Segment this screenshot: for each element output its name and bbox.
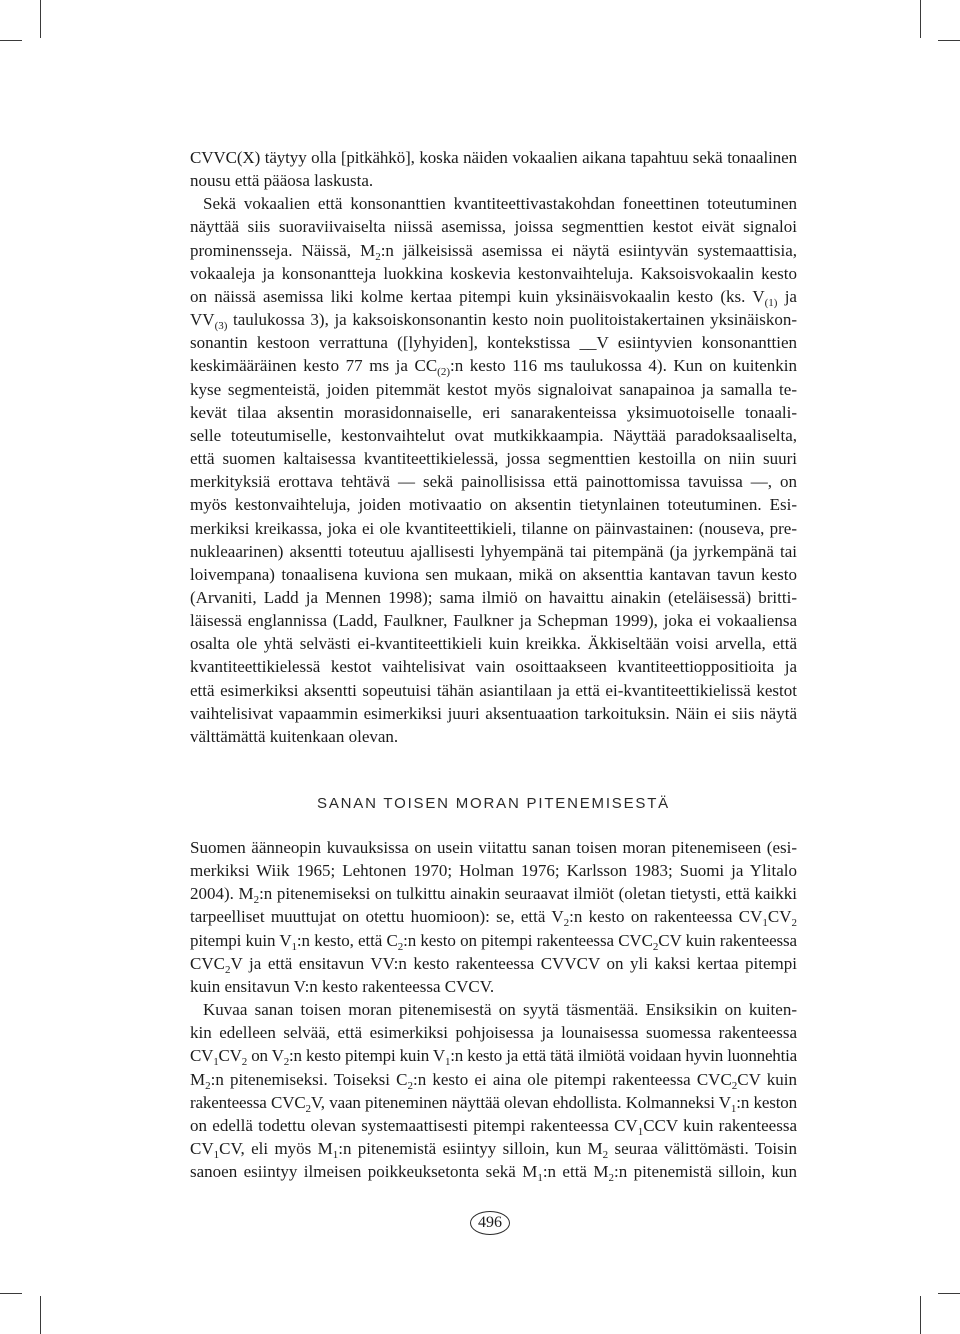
text-run: on V bbox=[247, 1046, 284, 1066]
text-run: CV bbox=[218, 1046, 242, 1066]
text-line bbox=[190, 1160, 797, 1183]
text-line: että suomen kaltaisessa kvantiteettikielessä, jossa segmenttien kestoilla on niin suuri bbox=[190, 449, 797, 469]
body-text-section-1 bbox=[190, 146, 797, 748]
text-line: että esimerkiksi aksentti sopeutuisi tähän asiantilaan ja että ei-kvantiteettikielissä kestot bbox=[190, 680, 797, 700]
text-run: taulukossa 3), ja kaksoiskonsonantin kesto noin puolitoistakertainen yksinäiskon- bbox=[227, 310, 797, 330]
text-run: prominensseja. Näissä, M bbox=[190, 240, 376, 260]
crop-mark-top-left-vertical bbox=[40, 0, 41, 38]
subscript: 2 bbox=[608, 1172, 614, 1185]
subscript: 1 bbox=[291, 940, 297, 953]
text-line: CVVC(X) täytyy olla [pitkähkö], koska näiden vokaalien aikana tapahtuu sekä tonaalinen bbox=[190, 148, 797, 167]
text-run: :n pitenemiseksi on tulkittu ainakin seuraavat ilmiöt (oletan tietysti, että kaikki bbox=[259, 884, 797, 904]
text-line: kuin ensitavun V:n kesto rakenteessa CVCV. bbox=[190, 976, 495, 996]
subscript: 2 bbox=[791, 917, 797, 930]
text-run: :n kesto ei aina ole pitempi rakenteessa CVC bbox=[413, 1069, 732, 1089]
text-run: :n että M bbox=[542, 1162, 609, 1182]
text-line bbox=[190, 905, 797, 928]
subscript: 2 bbox=[397, 940, 404, 953]
text-line bbox=[190, 1114, 797, 1137]
subscript: 2 bbox=[305, 1102, 311, 1115]
text-line: nousu että pääosa laskusta. bbox=[190, 171, 374, 191]
text-run: V ja että ensitavun VV:n kesto rakenteessa CVVCV on yli kaksi kertaa pitempi bbox=[230, 953, 797, 973]
text-line: kevät tilaa aksentin morasidonnaiselle, eri sanarakenteissa yksimuotoiselle tonaali- bbox=[190, 402, 797, 422]
text-line: osalta ole yhtä selvästi ei-kvantiteettikieli kuin kreikka. Äkkiseltään voisi arvella, että bbox=[190, 634, 797, 654]
subscript: 1 bbox=[444, 1056, 451, 1069]
text-run: on edellä todettu olevan systemaattisesti pitempi rakenteessa CV bbox=[190, 1115, 638, 1135]
subscript: 2 bbox=[602, 1149, 609, 1162]
text-run: V, vaan piteneminen näyttää olevan ehdollista. Kolmanneksi V bbox=[310, 1092, 731, 1112]
crop-mark-top-right-horizontal bbox=[938, 40, 960, 41]
text-run: 2004). M bbox=[190, 884, 254, 904]
subscript: 1 bbox=[213, 1149, 220, 1162]
subscript: 1 bbox=[637, 1125, 644, 1138]
text-run: keskimääräinen kesto 77 ms ja CC bbox=[190, 356, 438, 376]
text-run: :n kesto 116 ms taulukossa 4). Kun on kuitenkin bbox=[450, 356, 797, 376]
crop-mark-bottom-left-horizontal bbox=[0, 1293, 22, 1294]
text-line bbox=[190, 1068, 797, 1091]
text-run: :n jälkeisissä asemissa ei näytä esiintyvän systemaattisia, bbox=[380, 240, 797, 260]
subscript: (1) bbox=[764, 296, 778, 309]
text-line: Kuvaa sanan toisen moran pitenemisestä on syytä täsmentää. Ensiksikin on kuiten- bbox=[203, 1000, 797, 1020]
text-line: näyttää siis suoraviivaiselta niissä asemissa, joissa segmenttien kestot eivät signaloi bbox=[190, 217, 797, 237]
text-run: :n keston bbox=[736, 1092, 797, 1112]
crop-mark-top-right-vertical bbox=[920, 0, 921, 38]
text-run: :n kesto, että C bbox=[296, 930, 398, 950]
text-run: :n pitenemistä silloin, kun bbox=[613, 1162, 797, 1182]
text-run: ja bbox=[777, 286, 797, 306]
text-line bbox=[190, 929, 797, 952]
crop-mark-top-left-horizontal bbox=[0, 40, 22, 41]
text-run: VV bbox=[190, 310, 215, 330]
page-number: 496 bbox=[470, 1211, 510, 1235]
text-line bbox=[190, 239, 797, 262]
text-line bbox=[190, 285, 797, 308]
subscript: 2 bbox=[731, 1079, 738, 1092]
text-line bbox=[190, 1044, 797, 1067]
text-line: kyse segmenteistä, joiden pitemmät kestot myös signaloivat sanapainoa ja samalla te- bbox=[190, 379, 797, 399]
text-line: välttämättä kuitenkaan olevan. bbox=[190, 726, 399, 746]
text-line bbox=[190, 882, 797, 905]
subscript: 2 bbox=[563, 917, 570, 930]
text-line bbox=[190, 952, 797, 975]
subscript: 2 bbox=[652, 940, 659, 953]
text-line: merkityksiä erottava tehtävä — sekä painollisissa että painottomissa tavuissa —, on bbox=[190, 472, 797, 492]
crop-mark-bottom-right-horizontal bbox=[938, 1293, 960, 1294]
subscript: 1 bbox=[213, 1056, 219, 1069]
subscript: 1 bbox=[332, 1149, 339, 1162]
text-run: CV bbox=[190, 1139, 214, 1159]
text-run: sanoen esiintyy ilmeisen poikkeuksetonta sekä M bbox=[190, 1162, 538, 1182]
text-line: läisessä englannissa (Ladd, Faulkner, Faulkner ja Schepman 1999), joka ei vokaaliensa bbox=[190, 611, 797, 631]
text-run: :n pitenemistä esiintyy silloin, kun M bbox=[338, 1139, 603, 1159]
text-run: seuraa välittömästi. Toisin bbox=[608, 1139, 797, 1159]
text-run: CV kuin rakenteessa bbox=[658, 930, 798, 950]
text-run: :n kesto pitempi kuin V bbox=[289, 1046, 445, 1066]
subscript: 2 bbox=[241, 1056, 248, 1069]
text-line: (Arvaniti, Ladd ja Mennen 1998); sama ilmiö on havaittu ainakin (eteläisessä) britti- bbox=[190, 587, 797, 607]
subscript: 1 bbox=[537, 1172, 543, 1185]
text-line bbox=[190, 308, 797, 331]
text-line bbox=[190, 354, 797, 377]
text-line: vokaaleja ja konsonantteja luokkina koskevia kestonvaihteluja. Kaksoisvokaalin kesto bbox=[190, 263, 797, 283]
text-line bbox=[190, 1137, 797, 1160]
subscript: 2 bbox=[224, 963, 231, 976]
text-line: myös kestonvaihteluja, joiden motivaatio on aksentin tietynlainen toteutuminen. Esi- bbox=[190, 495, 797, 515]
body-text-section-2 bbox=[190, 836, 797, 1183]
text-line: vaihtelisivat vapaammin esimerkiksi juuri aksentuaation tarkoituksin. Näin ei siis näytä bbox=[190, 703, 797, 723]
text-run: CCV kuin rakenteessa bbox=[643, 1115, 798, 1135]
subscript: 2 bbox=[205, 1079, 211, 1092]
text-line: merkiksi Wiik 1965; Lehtonen 1970; Holman 1976; Karlsson 1983; Suomi ja Ylitalo bbox=[190, 861, 797, 881]
text-run: CV, eli myös M bbox=[219, 1139, 333, 1159]
text-run: CV kuin bbox=[737, 1069, 797, 1089]
text-run: rakenteessa CVC bbox=[190, 1092, 306, 1112]
section-heading: SANAN TOISEN MORAN PITENEMISESTÄ bbox=[317, 795, 670, 812]
text-line: selle toteutumiselle, kestonvaihtelut ovat mutkikkaampia. Näyttää paradoksaaliselta, bbox=[190, 425, 797, 445]
text-run: :n kesto on rakenteessa CV bbox=[569, 907, 763, 927]
text-line: nukleaarinen) aksentti toteutuu ajallisesti lyhyempänä tai pitempänä (ja jyrkempänä tai bbox=[190, 541, 797, 561]
text-line: kvantiteettikielessä kestot vaihtelisivat vain osoittaakseen kvantiteettioppositioita ja bbox=[190, 657, 797, 677]
crop-mark-bottom-right-vertical bbox=[920, 1296, 921, 1334]
subscript: (2) bbox=[437, 366, 450, 379]
text-run: on näissä asemissa liki kolme kertaa pitempi kuin yksinäisvokaalin kesto (ks. V bbox=[190, 286, 765, 306]
subscript: (3) bbox=[214, 320, 228, 333]
text-run: :n kesto on pitempi rakenteessa CVC bbox=[403, 930, 653, 950]
text-line: Sekä vokaalien että konsonanttien kvantiteettivastakohdan foneettinen toteutuminen bbox=[203, 194, 797, 214]
text-run: CVC bbox=[190, 953, 225, 973]
subscript: 1 bbox=[762, 917, 768, 930]
text-line: merkiksi kreikassa, joka ei ole kvantiteettikieli, tilanne on päinvastainen: (nouseva, pre- bbox=[190, 518, 797, 538]
text-run: M bbox=[190, 1069, 206, 1089]
text-run: :n kesto ja että tätä ilmiötä voidaan hyvin luonnehtia bbox=[450, 1046, 797, 1066]
text-run: CV bbox=[767, 907, 792, 927]
text-run: tarpeelliset muuttujat on otettu huomioon): se, että V bbox=[190, 907, 564, 927]
subscript: 2 bbox=[283, 1056, 289, 1069]
crop-mark-bottom-left-vertical bbox=[40, 1296, 41, 1334]
text-line: sonantin kestoon verrattuna ([lyhyiden], kontekstissa __V esiintyvien konsonanttien bbox=[190, 333, 797, 353]
subscript: 2 bbox=[375, 250, 381, 263]
text-run: pitempi kuin V bbox=[190, 930, 292, 950]
text-line: kin edelleen selvää, että esimerkiksi pohjoisessa ja lounaisessa suomessa rakenteessa bbox=[190, 1023, 797, 1043]
text-run: CV bbox=[190, 1046, 214, 1066]
text-line: loivempana) tonaalisena kuviona sen mukaan, mikä on aksenttia kantavan tavun kesto bbox=[190, 564, 797, 584]
subscript: 2 bbox=[253, 894, 260, 907]
subscript: 1 bbox=[730, 1102, 737, 1115]
text-run: :n pitenemiseksi. Toiseksi C bbox=[210, 1069, 408, 1089]
text-line: Suomen äänneopin kuvauksissa on usein viitattu sanan toisen moran pitenemiseen (esi- bbox=[190, 838, 797, 857]
subscript: 2 bbox=[407, 1079, 413, 1092]
text-line bbox=[190, 1091, 797, 1114]
